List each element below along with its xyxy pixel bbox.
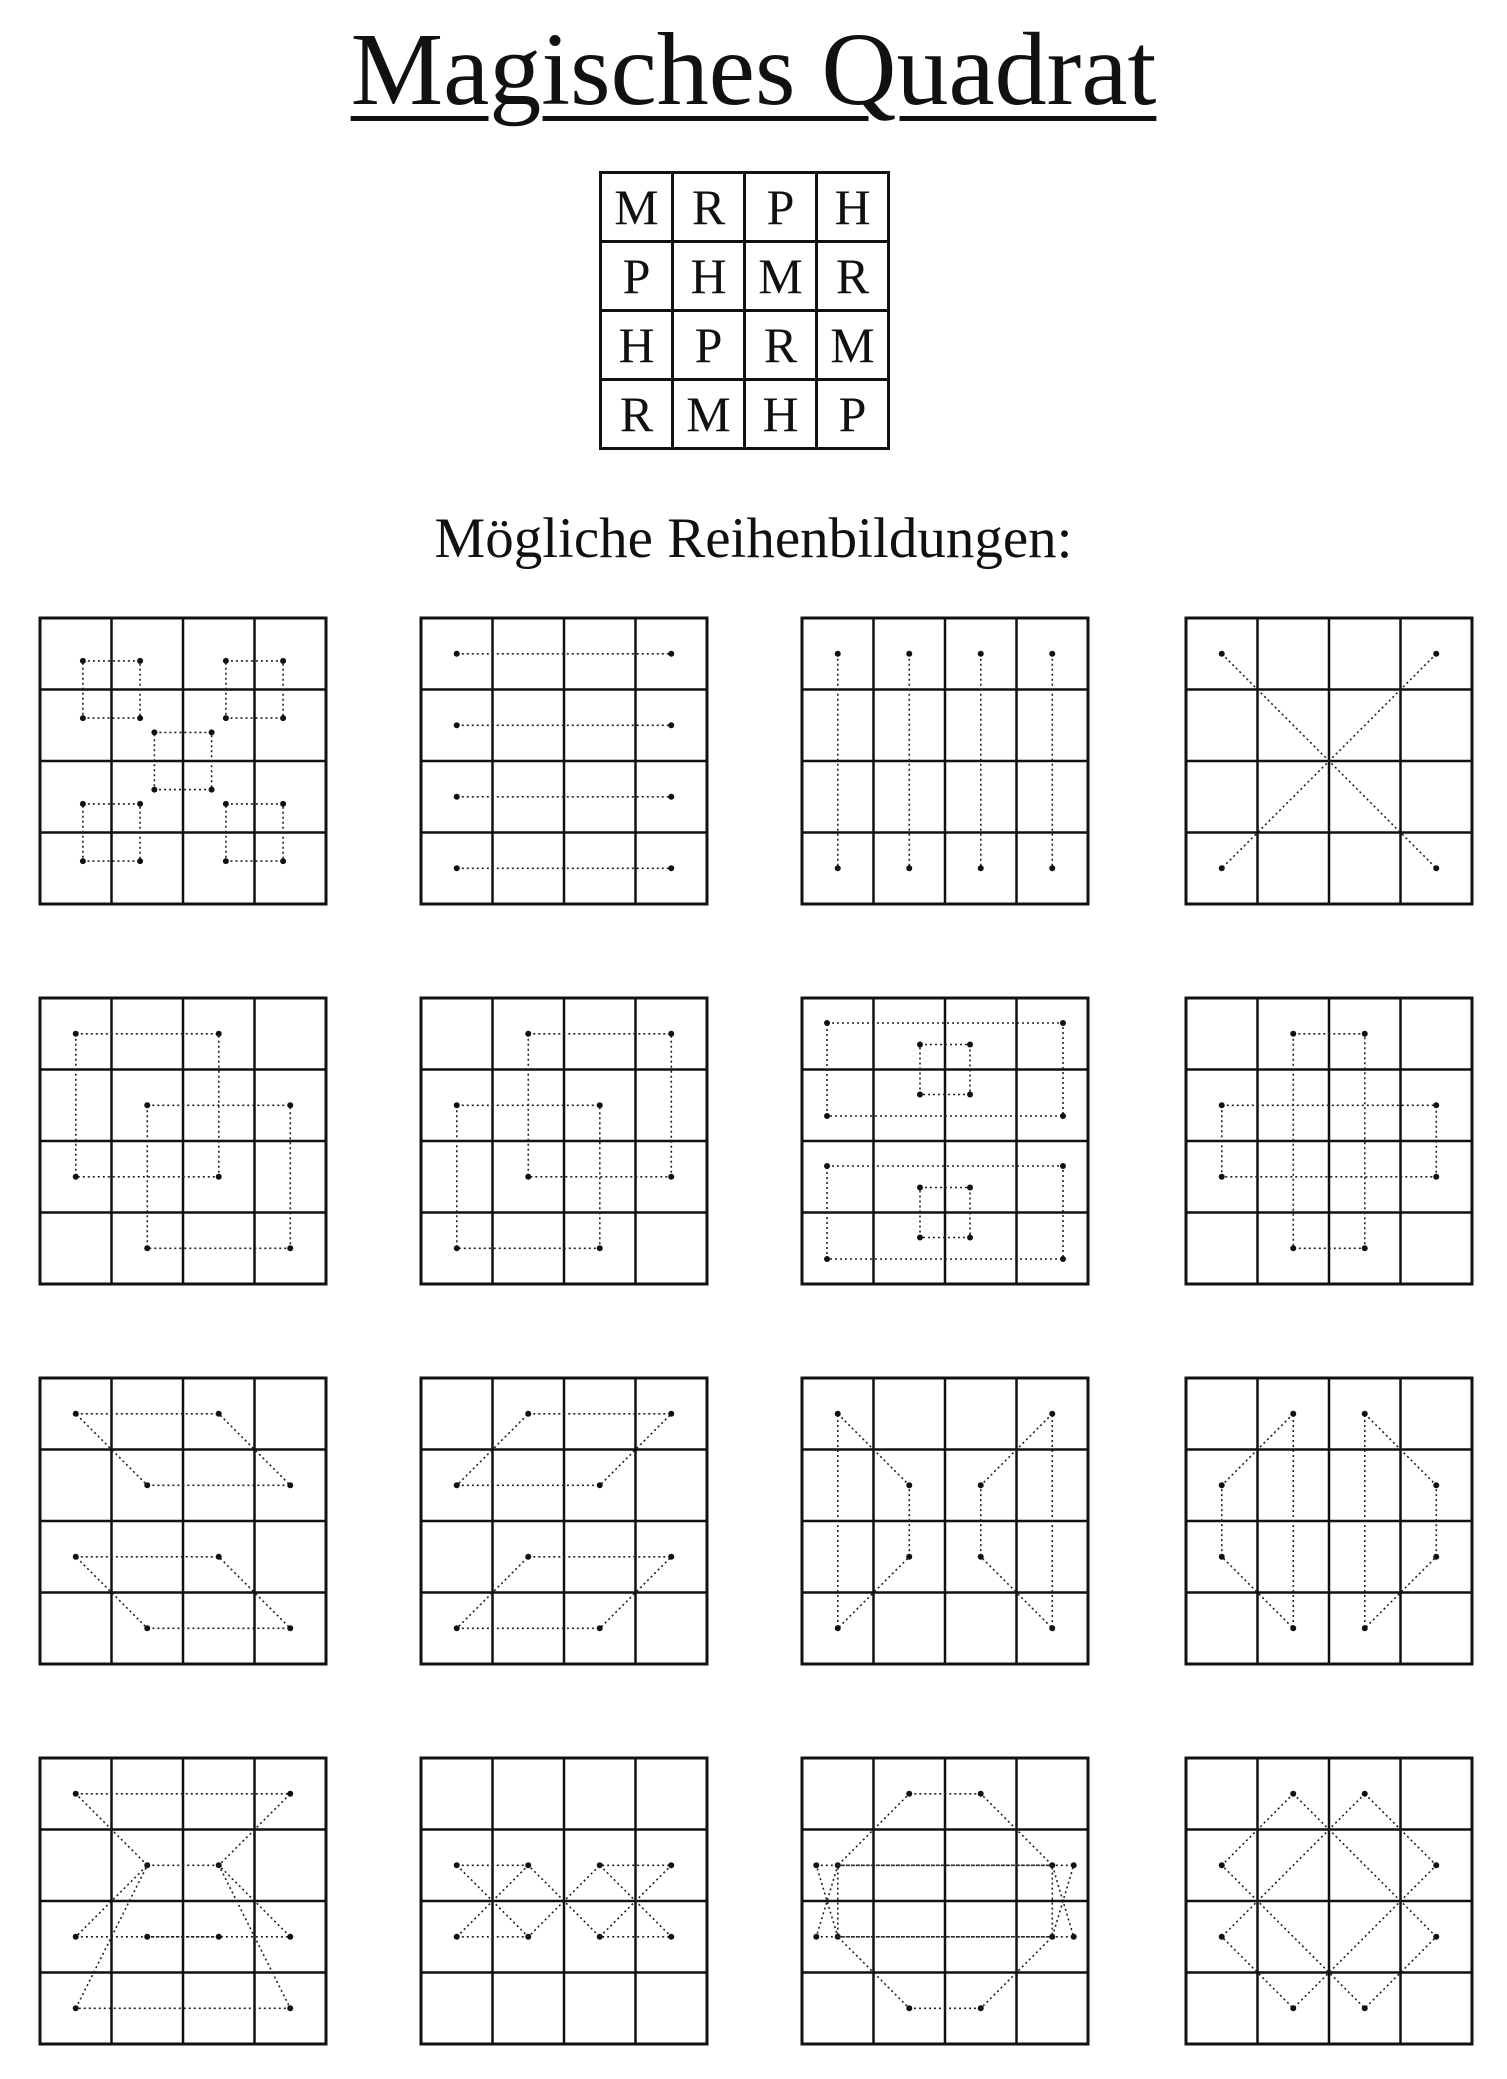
pattern-hourglass [40, 1758, 326, 2044]
cell-dot [668, 651, 674, 657]
cell-dot [223, 801, 229, 807]
cell-dot [978, 1482, 984, 1488]
cell-dot [287, 2005, 293, 2011]
pattern-parallelograms-up [421, 1378, 707, 1664]
cell-dot [287, 1791, 293, 1797]
cell-dot [73, 1791, 79, 1797]
cell-dot [144, 1102, 150, 1108]
cell-dot [454, 1482, 460, 1488]
magic-square-cell: M [745, 242, 817, 311]
cell-dot [1362, 1031, 1368, 1037]
cell-dot [280, 658, 286, 664]
cell-dot [280, 715, 286, 721]
cell-dot [1433, 1174, 1439, 1180]
magic-square-cell: H [817, 173, 889, 242]
cell-dot [967, 1041, 973, 1047]
cell-dot [813, 1934, 819, 1940]
cell-dot [906, 1791, 912, 1797]
cell-dot [668, 794, 674, 800]
cell-dot [73, 2005, 79, 2011]
cell-dot [824, 1163, 830, 1169]
cell-dot [917, 1235, 923, 1241]
cell-dot [1060, 1020, 1066, 1026]
cell-dot [144, 1245, 150, 1251]
cell-dot [287, 1934, 293, 1940]
cell-dot [835, 651, 841, 657]
cell-dot [1219, 1862, 1225, 1868]
cell-dot [73, 1174, 79, 1180]
cell-dot [454, 1862, 460, 1868]
cell-dot [668, 1031, 674, 1037]
cell-dot [144, 1482, 150, 1488]
cell-dot [824, 1113, 830, 1119]
cell-dot [137, 715, 143, 721]
cell-dot [1060, 1163, 1066, 1169]
magic-square-cell: P [745, 173, 817, 242]
cell-dot [80, 658, 86, 664]
cell-dot [917, 1092, 923, 1098]
cell-dot [209, 729, 215, 735]
cell-dot [1433, 1934, 1439, 1940]
cell-dot [1433, 1554, 1439, 1560]
cell-dot [967, 1184, 973, 1190]
cell-dot [978, 1791, 984, 1797]
cell-dot [824, 1020, 830, 1026]
pattern-small-squares [40, 618, 326, 904]
cell-dot [906, 1554, 912, 1560]
cell-dot [668, 865, 674, 871]
cell-dot [813, 1862, 819, 1868]
cell-dot [668, 722, 674, 728]
cell-dot [1433, 1482, 1439, 1488]
cell-dot [1219, 1102, 1225, 1108]
magic-square-cell: R [745, 311, 817, 380]
cell-dot [1060, 1256, 1066, 1262]
cell-dot [1433, 651, 1439, 657]
cell-dot [1290, 1245, 1296, 1251]
cell-dot [1290, 1031, 1296, 1037]
magic-square-cell: P [673, 311, 745, 380]
cell-dot [1071, 1934, 1077, 1940]
cell-dot [525, 1554, 531, 1560]
cell-dot [906, 2005, 912, 2011]
cell-dot [1219, 1554, 1225, 1560]
cell-dot [978, 2005, 984, 2011]
magic-square-cell: M [601, 173, 673, 242]
magic-square-cell: M [673, 380, 745, 449]
cell-dot [216, 1934, 222, 1940]
cell-dot [525, 1174, 531, 1180]
cell-dot [978, 1554, 984, 1560]
pattern-cross-frames [1186, 998, 1472, 1284]
cell-dot [597, 1102, 603, 1108]
cell-dot [1362, 1245, 1368, 1251]
cell-dot [835, 1411, 841, 1417]
cell-dot [137, 858, 143, 864]
pattern-hooks-right [421, 998, 707, 1284]
magic-square-cell: H [745, 380, 817, 449]
pattern-bowties [421, 1758, 707, 2044]
cell-dot [597, 1482, 603, 1488]
magic-square-cell: R [601, 380, 673, 449]
cell-dot [73, 1934, 79, 1940]
cell-dot [216, 1554, 222, 1560]
cell-dot [1060, 1113, 1066, 1119]
pattern-diagonals [1186, 618, 1472, 904]
cell-dot [1433, 865, 1439, 871]
cell-dot [835, 865, 841, 871]
cell-dot [1219, 651, 1225, 657]
cell-dot [454, 865, 460, 871]
pattern-frames-halves [802, 998, 1088, 1284]
cell-dot [1219, 1174, 1225, 1180]
cell-dot [1290, 1791, 1296, 1797]
magic-square-cell: M [817, 311, 889, 380]
cell-dot [73, 1031, 79, 1037]
cell-dot [835, 1625, 841, 1631]
cell-dot [454, 1102, 460, 1108]
cell-dot [287, 1482, 293, 1488]
cell-dot [454, 651, 460, 657]
cell-dot [525, 1411, 531, 1417]
cell-dot [1049, 865, 1055, 871]
cell-dot [1219, 865, 1225, 871]
cell-dot [525, 1031, 531, 1037]
cell-dot [216, 1174, 222, 1180]
pattern-parallelograms-down [40, 1378, 326, 1664]
cell-dot [906, 1482, 912, 1488]
page-title: Magisches Quadrat [350, 12, 1157, 127]
cell-dot [280, 858, 286, 864]
cell-dot [216, 1031, 222, 1037]
pattern-vertical-hexagons [1186, 1378, 1472, 1664]
cell-dot [209, 787, 215, 793]
cell-dot [967, 1235, 973, 1241]
cell-dot [1290, 2005, 1296, 2011]
cell-dot [917, 1184, 923, 1190]
cell-dot [287, 1102, 293, 1108]
cell-dot [1433, 1102, 1439, 1108]
cell-dot [137, 658, 143, 664]
cell-dot [1290, 1625, 1296, 1631]
cell-dot [137, 801, 143, 807]
cell-dot [144, 1625, 150, 1631]
magic-square-cell: R [673, 173, 745, 242]
cell-dot [280, 801, 286, 807]
cell-dot [525, 1862, 531, 1868]
magic-square-cell: P [817, 380, 889, 449]
cell-dot [597, 1625, 603, 1631]
pattern-rows [421, 618, 707, 904]
cell-dot [80, 715, 86, 721]
cell-dot [597, 1245, 603, 1251]
pattern-vertical-trapezoids [802, 1378, 1088, 1664]
cell-dot [73, 1554, 79, 1560]
cell-dot [917, 1041, 923, 1047]
magic-square-cell: R [817, 242, 889, 311]
cell-dot [668, 1411, 674, 1417]
cell-dot [1362, 1625, 1368, 1631]
cell-dot [906, 651, 912, 657]
cell-dot [454, 722, 460, 728]
magic-square-cell: P [601, 242, 673, 311]
cell-dot [454, 794, 460, 800]
cell-dot [454, 1245, 460, 1251]
cell-dot [824, 1256, 830, 1262]
cell-dot [1219, 1482, 1225, 1488]
cell-dot [1049, 1625, 1055, 1631]
pattern-hexagon-star [802, 1758, 1088, 2044]
cell-dot [80, 858, 86, 864]
cell-dot [1219, 1934, 1225, 1940]
cell-dot [144, 1934, 150, 1940]
pattern-columns [802, 618, 1088, 904]
magic-square-cell: H [601, 311, 673, 380]
cell-dot [1433, 1862, 1439, 1868]
cell-dot [287, 1245, 293, 1251]
cell-dot [978, 865, 984, 871]
cell-dot [906, 865, 912, 871]
cell-dot [80, 801, 86, 807]
cell-dot [1362, 1791, 1368, 1797]
cell-dot [1290, 1411, 1296, 1417]
cell-dot [1362, 2005, 1368, 2011]
cell-dot [216, 1411, 222, 1417]
cell-dot [223, 658, 229, 664]
cell-dot [1071, 1862, 1077, 1868]
pattern-diamonds [1186, 1758, 1472, 2044]
cell-dot [223, 858, 229, 864]
cell-dot [597, 1862, 603, 1868]
cell-dot [454, 1625, 460, 1631]
cell-dot [1049, 1411, 1055, 1417]
cell-dot [1362, 1411, 1368, 1417]
cell-dot [668, 1862, 674, 1868]
pattern-hooks-left [40, 998, 326, 1284]
cell-dot [668, 1554, 674, 1560]
cell-dot [151, 729, 157, 735]
cell-dot [967, 1092, 973, 1098]
cell-dot [1049, 651, 1055, 657]
cell-dot [151, 787, 157, 793]
cell-dot [978, 651, 984, 657]
magic-square-cell: H [673, 242, 745, 311]
cell-dot [223, 715, 229, 721]
cell-dot [668, 1174, 674, 1180]
patterns-heading: Mögliche Reihenbildungen: [434, 507, 1073, 570]
cell-dot [73, 1411, 79, 1417]
cell-dot [287, 1625, 293, 1631]
